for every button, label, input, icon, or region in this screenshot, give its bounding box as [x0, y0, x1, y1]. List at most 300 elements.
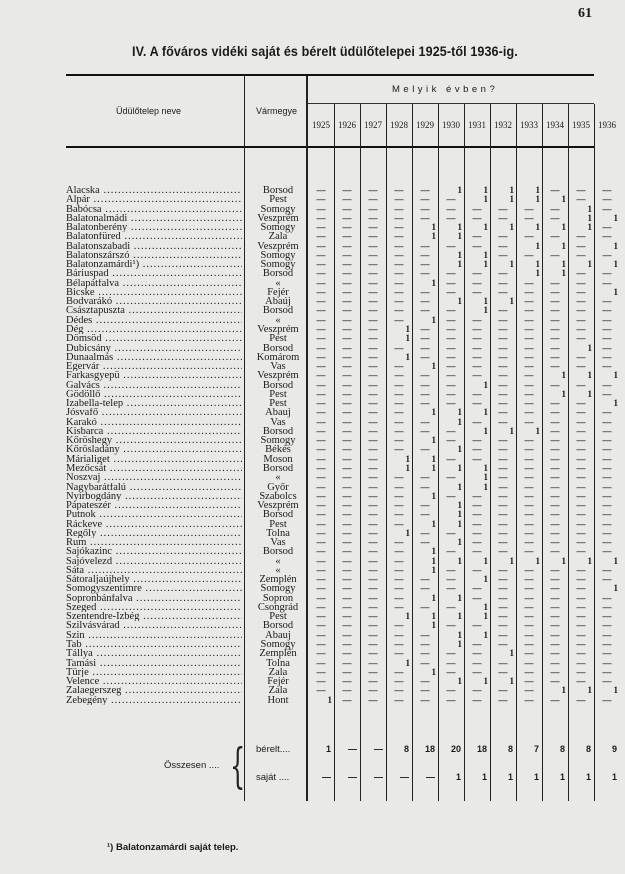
- year-cell: —: [524, 462, 534, 473]
- year-cell: —: [550, 676, 560, 687]
- year-cell: —: [368, 657, 378, 668]
- year-cell: —: [316, 351, 326, 362]
- year-cell: 1: [457, 500, 462, 511]
- year-cell: —: [550, 398, 560, 409]
- year-cell: —: [498, 361, 508, 372]
- resort-name: Alpár .....: [66, 195, 242, 204]
- year-cell: —: [446, 583, 456, 594]
- year-cell: —: [368, 518, 378, 529]
- county: Pest: [269, 518, 287, 530]
- year-cell: —: [316, 620, 326, 631]
- county: Zala: [268, 231, 288, 243]
- resort-name: Bodvarákó .....: [66, 297, 242, 306]
- county: Borsod: [262, 379, 294, 391]
- year-cell: 1: [613, 398, 618, 409]
- year-cell: —: [420, 416, 430, 427]
- year-cell: —: [394, 648, 404, 659]
- year-cell: —: [316, 500, 326, 511]
- county: Veszprém: [257, 370, 299, 382]
- year-header: 1929: [416, 120, 434, 130]
- year-cell: —: [602, 388, 612, 399]
- year-cell: —: [316, 212, 326, 223]
- year-cell: —: [498, 416, 508, 427]
- year-cell: —: [524, 370, 534, 381]
- year-cell: —: [342, 518, 352, 529]
- year-cell: —: [368, 314, 378, 325]
- year-cell: —: [472, 500, 482, 511]
- year-cell: —: [316, 398, 326, 409]
- year-cell: —: [420, 676, 430, 687]
- year-cell: 1: [483, 481, 488, 492]
- year-cell: —: [342, 425, 352, 436]
- year-cell: —: [550, 249, 560, 260]
- year-cell: —: [342, 259, 352, 270]
- resort-name: Regőly .....: [66, 529, 242, 538]
- year-cell: —: [394, 620, 404, 631]
- year-cell: 1: [457, 555, 462, 566]
- table-row: [66, 185, 612, 196]
- year-cell: —: [602, 379, 612, 390]
- year-cell: —: [420, 212, 430, 223]
- year-cell: —: [602, 425, 612, 436]
- resort-name: Tab .....: [66, 640, 242, 649]
- year-cell: —: [576, 286, 586, 297]
- year-cell: —: [550, 490, 560, 501]
- year-cell: —: [524, 398, 534, 409]
- year-cell: —: [602, 592, 612, 603]
- county: Zala: [268, 685, 288, 697]
- year-cell: —: [446, 240, 456, 251]
- resort-name: Sajókazinc .....: [66, 547, 242, 556]
- year-cell: —: [602, 296, 612, 307]
- year-cell: —: [472, 537, 482, 548]
- year-cell: —: [316, 185, 326, 195]
- year-cell: 1: [535, 268, 540, 279]
- total-cell: 20: [450, 744, 461, 754]
- year-cell: —: [524, 249, 534, 260]
- year-cell: —: [316, 370, 326, 381]
- header-bottom-rule: [66, 146, 594, 148]
- year-cell: —: [524, 333, 534, 344]
- year-cell: —: [524, 231, 534, 242]
- year-cell: 1: [483, 194, 488, 205]
- year-cell: —: [602, 574, 612, 585]
- year-cell: —: [446, 472, 456, 483]
- year-cell: 1: [483, 249, 488, 260]
- year-cell: —: [524, 444, 534, 455]
- year-cell: —: [576, 490, 586, 501]
- year-cell: —: [446, 305, 456, 316]
- year-cell: —: [472, 240, 482, 251]
- year-cell: —: [394, 639, 404, 650]
- year-cell: —: [316, 305, 326, 316]
- resort-name: Sátoraljaújhely .....: [66, 575, 242, 584]
- year-cell: —: [394, 370, 404, 381]
- year-cell: —: [342, 231, 352, 242]
- county: Fejér: [267, 676, 289, 688]
- year-cell: —: [342, 601, 352, 612]
- year-cell: —: [602, 323, 612, 334]
- year-cell: —: [524, 323, 534, 334]
- year-cell: —: [602, 222, 612, 233]
- resort-name: Tamási .....: [66, 659, 242, 668]
- county: Borsod: [262, 185, 294, 196]
- county: Vas: [270, 537, 286, 549]
- year-cell: 1: [405, 333, 410, 344]
- year-cell: —: [394, 435, 404, 446]
- year-cell: —: [394, 685, 404, 696]
- year-cell: —: [524, 648, 534, 659]
- year-cell: —: [602, 694, 612, 705]
- year-cell: —: [342, 648, 352, 659]
- county: Csongrád: [257, 601, 299, 613]
- year-cell: —: [472, 370, 482, 381]
- year-cell: 1: [457, 518, 462, 529]
- year-cell: —: [576, 277, 586, 288]
- year-cell: —: [342, 361, 352, 372]
- year-cell: —: [472, 268, 482, 279]
- resort-name: Szin .....: [66, 631, 242, 640]
- year-cell: —: [394, 425, 404, 436]
- year-cell: —: [446, 194, 456, 205]
- year-cell: —: [342, 564, 352, 575]
- year-cell: —: [394, 481, 404, 492]
- year-cell: —: [342, 592, 352, 603]
- year-cell: —: [316, 240, 326, 251]
- year-cell: —: [420, 629, 430, 640]
- resort-name: Tállya .....: [66, 649, 242, 658]
- year-cell: —: [420, 472, 430, 483]
- year-cell: —: [394, 444, 404, 455]
- year-cell: —: [316, 259, 326, 270]
- total-cell: 7: [533, 744, 539, 754]
- year-cell: —: [368, 444, 378, 455]
- year-cell: —: [472, 388, 482, 399]
- county: Vas: [270, 416, 286, 428]
- resort-name: Karakó .....: [66, 418, 242, 427]
- year-cell: —: [316, 444, 326, 455]
- year-cell: —: [472, 333, 482, 344]
- year-cell: 1: [483, 574, 488, 585]
- year-cell: —: [524, 527, 534, 538]
- year-cell: 1: [405, 657, 410, 668]
- year-cell: —: [368, 611, 378, 622]
- year-cell: —: [550, 185, 560, 195]
- year-cell: —: [342, 500, 352, 511]
- year-cell: —: [576, 425, 586, 436]
- year-cell: —: [550, 407, 560, 418]
- year-cell: —: [420, 268, 430, 279]
- year-cell: 1: [613, 685, 618, 696]
- year-cell: —: [420, 370, 430, 381]
- year-cell: —: [576, 333, 586, 344]
- year-cell: —: [368, 277, 378, 288]
- resort-name: Alacska .....: [66, 186, 242, 195]
- year-cell: —: [368, 629, 378, 640]
- year-cell: —: [316, 231, 326, 242]
- year-cell: —: [602, 185, 612, 195]
- year-cell: —: [368, 333, 378, 344]
- year-cell: —: [420, 574, 430, 585]
- resort-name: Babócsa .....: [66, 205, 242, 214]
- year-cell: —: [394, 286, 404, 297]
- year-cell: —: [498, 657, 508, 668]
- year-cell: —: [368, 527, 378, 538]
- resort-name: Bicske .....: [66, 288, 242, 297]
- resort-name: Márialiget .....: [66, 455, 242, 464]
- year-cell: —: [550, 277, 560, 288]
- resort-name: Türje .....: [66, 668, 242, 677]
- year-cell: —: [498, 620, 508, 631]
- year-cell: 1: [431, 490, 436, 501]
- county: Moson: [263, 453, 293, 465]
- year-cell: 1: [431, 666, 436, 677]
- year-cell: —: [420, 537, 430, 548]
- year-cell: 1: [483, 222, 488, 233]
- table-top-rule: [66, 74, 594, 76]
- county: Somogy: [260, 249, 296, 261]
- year-cell: —: [602, 416, 612, 427]
- year-cell: —: [316, 249, 326, 260]
- year-cell: —: [524, 620, 534, 631]
- year-cell: —: [316, 222, 326, 233]
- year-cell: —: [602, 249, 612, 260]
- year-cell: —: [368, 398, 378, 409]
- total-cell: 1: [507, 772, 513, 782]
- year-cell: —: [394, 500, 404, 511]
- year-cell: —: [498, 481, 508, 492]
- year-cell: —: [420, 648, 430, 659]
- year-cell: —: [368, 583, 378, 594]
- total-cell: —: [374, 772, 383, 782]
- year-cell: —: [420, 305, 430, 316]
- year-cell: —: [316, 639, 326, 650]
- year-cell: —: [316, 676, 326, 687]
- year-cell: —: [342, 305, 352, 316]
- year-cell: —: [394, 388, 404, 399]
- year-cell: —: [368, 462, 378, 473]
- resort-name: Kőröshegy .....: [66, 436, 242, 445]
- year-cell: 1: [587, 203, 592, 214]
- year-cell: —: [342, 527, 352, 538]
- county: Győr: [267, 481, 289, 493]
- year-cell: —: [472, 444, 482, 455]
- year-cell: —: [498, 277, 508, 288]
- year-cell: —: [498, 398, 508, 409]
- year-cell: —: [368, 370, 378, 381]
- year-cell: —: [394, 555, 404, 566]
- year-cell: —: [498, 407, 508, 418]
- year-cell: —: [368, 472, 378, 483]
- year-cell: —: [602, 361, 612, 372]
- year-cell: —: [602, 314, 612, 325]
- year-cell: —: [394, 314, 404, 325]
- year-cell: 1: [431, 453, 436, 464]
- year-header: 1934: [546, 120, 564, 130]
- year-cell: —: [576, 231, 586, 242]
- year-cell: —: [472, 648, 482, 659]
- year-cell: —: [316, 342, 326, 353]
- year-cell: —: [394, 268, 404, 279]
- resort-name: Izabella-telep .....: [66, 399, 242, 408]
- year-cell: —: [316, 416, 326, 427]
- year-cell: 1: [431, 231, 436, 242]
- year-cell: —: [602, 435, 612, 446]
- year-cell: —: [342, 296, 352, 307]
- total-cell: 1: [325, 744, 331, 754]
- year-cell: —: [576, 601, 586, 612]
- year-cell: —: [550, 481, 560, 492]
- header-name: Üdülőtelep neve: [116, 106, 182, 116]
- year-cell: —: [420, 249, 430, 260]
- county: Borsod: [262, 342, 294, 354]
- year-cell: 1: [457, 249, 462, 260]
- year-cell: —: [316, 296, 326, 307]
- year-cell: —: [420, 694, 430, 705]
- year-cell: 1: [457, 444, 462, 455]
- year-cell: —: [316, 277, 326, 288]
- year-cell: 1: [613, 259, 618, 270]
- year-cell: —: [420, 296, 430, 307]
- resort-name: Dédes .....: [66, 316, 242, 325]
- year-cell: 1: [535, 425, 540, 436]
- year-cell: —: [498, 601, 508, 612]
- year-cell: —: [524, 537, 534, 548]
- year-cell: —: [316, 518, 326, 529]
- year-cell: 1: [483, 629, 488, 640]
- year-cell: —: [368, 500, 378, 511]
- total-cell: —: [400, 772, 409, 782]
- year-cell: —: [446, 425, 456, 436]
- year-cell: —: [576, 574, 586, 585]
- year-header: 1931: [468, 120, 486, 130]
- year-cell: —: [394, 222, 404, 233]
- total-cell: —: [348, 772, 357, 782]
- year-cell: —: [550, 537, 560, 548]
- year-cell: —: [602, 601, 612, 612]
- resort-name: Báriuspad .....: [66, 269, 242, 278]
- year-cell: —: [524, 564, 534, 575]
- year-cell: 1: [561, 259, 566, 270]
- year-cell: —: [446, 620, 456, 631]
- year-cell: —: [446, 564, 456, 575]
- resort-name: Balatonzamárdi¹) .....: [66, 260, 242, 269]
- year-cell: —: [498, 203, 508, 214]
- year-cell: —: [394, 546, 404, 557]
- year-cell: —: [576, 361, 586, 372]
- year-cell: —: [394, 398, 404, 409]
- year-cell: —: [316, 314, 326, 325]
- year-cell: —: [420, 583, 430, 594]
- year-cell: —: [550, 462, 560, 473]
- county: Veszprém: [257, 500, 299, 512]
- year-cell: —: [472, 657, 482, 668]
- year-cell: —: [368, 639, 378, 650]
- county: Zala: [268, 666, 288, 678]
- total-cell: —: [426, 772, 435, 782]
- total-cell: —: [374, 744, 383, 754]
- year-cell: —: [576, 657, 586, 668]
- year-cell: —: [550, 305, 560, 316]
- year-cell: —: [524, 351, 534, 362]
- year-cell: —: [576, 620, 586, 631]
- year-cell: —: [498, 286, 508, 297]
- year-cell: —: [446, 453, 456, 464]
- year-cell: —: [420, 500, 430, 511]
- year-cell: —: [446, 351, 456, 362]
- total-cell: 18: [476, 744, 487, 754]
- year-cell: —: [316, 286, 326, 297]
- year-cell: —: [524, 490, 534, 501]
- year-cell: —: [316, 472, 326, 483]
- table-body: [66, 185, 618, 706]
- year-cell: —: [498, 694, 508, 705]
- year-cell: —: [342, 342, 352, 353]
- resort-name: Galvács .....: [66, 381, 242, 390]
- resort-name: Somogyszentimre .....: [66, 584, 242, 593]
- year-cell: —: [576, 314, 586, 325]
- year-cell: —: [524, 416, 534, 427]
- year-cell: 1: [457, 296, 462, 307]
- year-cell: —: [342, 676, 352, 687]
- year-cell: —: [550, 583, 560, 594]
- year-cell: 1: [431, 592, 436, 603]
- year-cell: —: [550, 361, 560, 372]
- county: Borsod: [262, 620, 294, 632]
- year-cell: 1: [483, 425, 488, 436]
- year-header: 1925: [312, 120, 330, 130]
- year-cell: —: [498, 388, 508, 399]
- year-cell: —: [394, 185, 404, 195]
- year-cell: 1: [535, 194, 540, 205]
- year-cell: —: [316, 592, 326, 603]
- footnote: ¹) Balatonzamárdi saját telep.: [107, 842, 239, 853]
- year-cell: —: [550, 333, 560, 344]
- year-cell: —: [446, 212, 456, 223]
- year-cell: —: [342, 286, 352, 297]
- year-cell: 1: [483, 601, 488, 612]
- year-cell: —: [576, 583, 586, 594]
- year-cell: 1: [327, 694, 332, 705]
- year-cell: 1: [483, 185, 488, 195]
- year-cell: —: [342, 388, 352, 399]
- total-cell: 9: [611, 744, 617, 754]
- year-cell: —: [446, 694, 456, 705]
- totals-rented-row: [66, 744, 617, 756]
- total-cell: 8: [559, 744, 565, 754]
- year-cell: —: [316, 435, 326, 446]
- year-cell: —: [472, 212, 482, 223]
- year-cell: —: [576, 194, 586, 205]
- year-cell: —: [498, 314, 508, 325]
- year-cell: —: [576, 639, 586, 650]
- year-cell: —: [524, 388, 534, 399]
- year-cell: —: [472, 639, 482, 650]
- year-cell: —: [368, 546, 378, 557]
- year-cell: —: [524, 685, 534, 696]
- year-cell: —: [368, 676, 378, 687]
- year-cell: —: [420, 481, 430, 492]
- year-cell: 1: [483, 676, 488, 687]
- county: Tolna: [266, 657, 290, 669]
- totals-own-row: [66, 772, 617, 784]
- resort-name: Nagybarátfalú .....: [66, 483, 242, 492]
- year-cell: 1: [561, 685, 566, 696]
- year-cell: —: [498, 583, 508, 594]
- year-cell: —: [576, 416, 586, 427]
- resort-name: Egervár .....: [66, 362, 242, 371]
- year-cell: 1: [587, 685, 592, 696]
